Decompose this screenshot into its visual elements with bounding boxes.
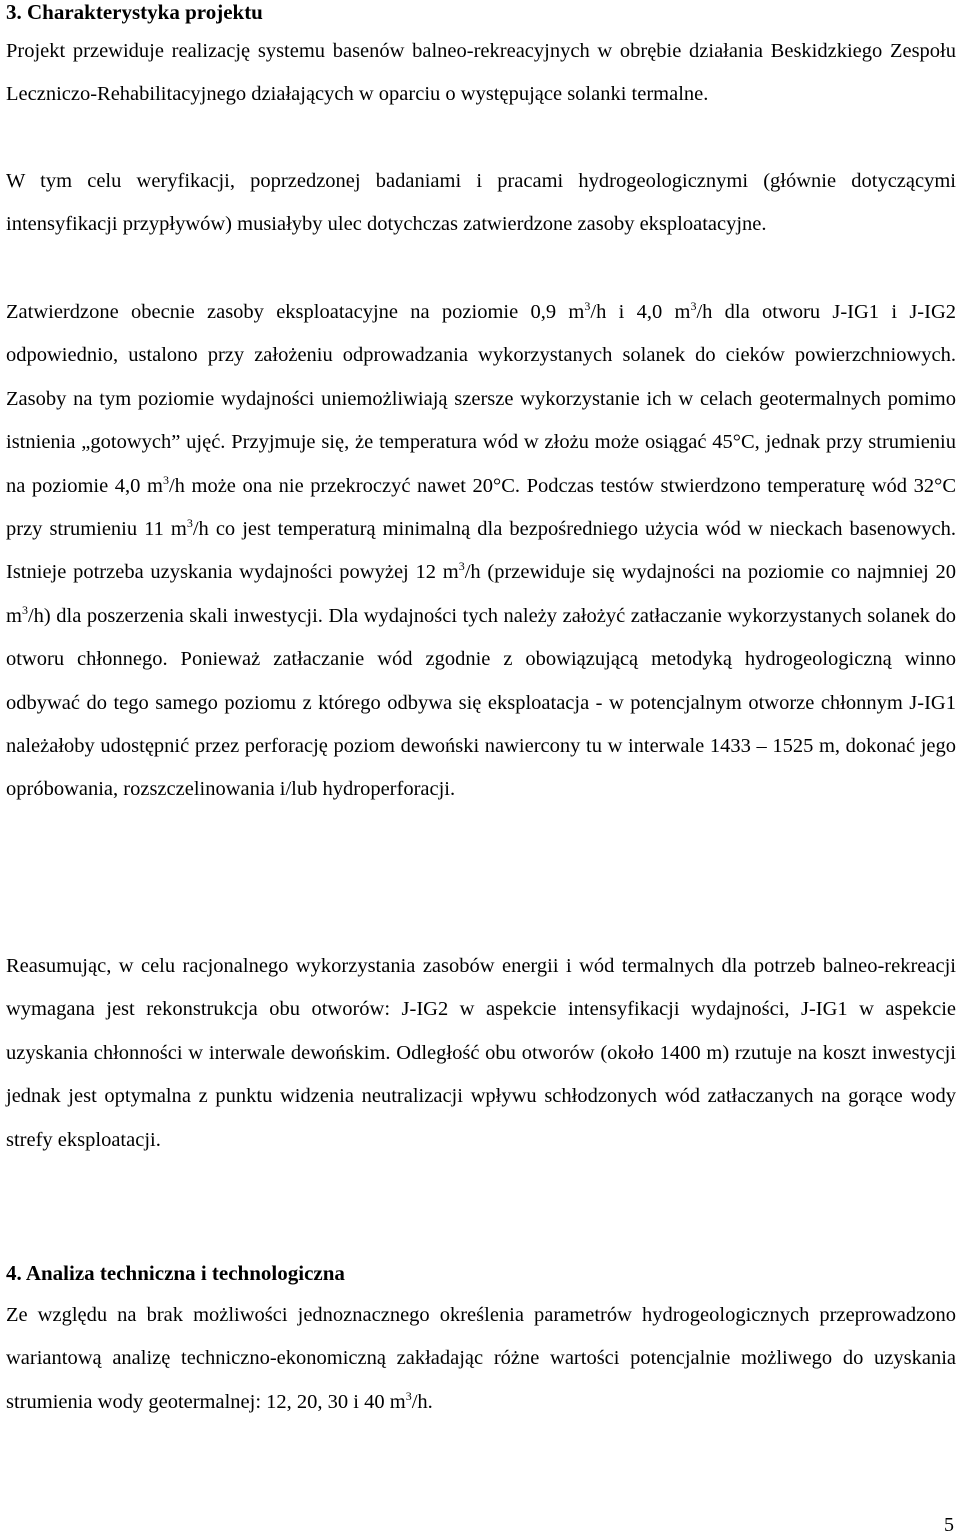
superscript: 3 [186, 516, 193, 531]
superscript: 3 [458, 559, 465, 574]
text-run: /h dla otworu J-IG1 i J-IG2 odpowiednio, ustalono przy założeniu odprowadzania wykorzystanych solanek do cieków powierzchniowych. Zasoby na tym poziomie wydajności uniemożliwiają szersze wykorzystanie ich w celach geotermalnych pomimo istnienia „gotowych” ujęć. Przyjmuje się, że temperatura wód w złożu może osiągać 45°C, jednak przy strumieniu na poziomie 4,0 m [6, 301, 957, 497]
text-run: /h. [411, 1390, 433, 1413]
text-run: /h (przewiduje się wydajności na poziomie co najmniej 20 m [6, 561, 956, 627]
text-run: Zatwierdzone obecnie zasoby eksploatacyjne na poziomie 0,9 m [6, 301, 585, 323]
section-3-paragraph-4: Reasumując, w celu racjonalnego wykorzystania zasobów energii i wód termalnych dla potrzeb balneo-rekreacji wymagana jest rekonstrukcja obu otworów: J-IG2 w aspekcie intensyfikacji wydajności, J-IG1 w aspekcie uzyskania chłonności w interwale dewońskim. Odległość obu otworów (około 1400 m) rzutuje na koszt inwestycji jednak jest optymalna z punktu widzenia neutralizacji wpływu schłodzonych wód zatłaczanych na gorące wody strefy eksploatacji. [6, 955, 956, 1151]
section-3-paragraph-3 [6, 291, 956, 812]
superscript: 3 [584, 299, 591, 313]
section-3-heading: 3. Charakterystyka projektu [6, 0, 263, 24]
text-run: /h) dla poszerzenia skali inwestycji. Dla wydajności tych należy założyć zatłaczanie wykorzystanych solanek do otworu chłonnego. Ponieważ zatłaczanie wód zgodnie z obowiązującą metodyką hydrogeologiczną winno odbywać do tego samego poziomu z którego odbywa się eksploatacja - w potencjalnym otworze chłonnym J-IG1 należałoby udostępnić przez perforację poziom dewoński nawiercony tu w interwale 1433 – 1525 m, dokonać jego opróbowania, rozszczelinowania i/lub hydroperforacji. [6, 604, 956, 801]
section-4-heading: 4. Analiza techniczna i technologiczna [6, 1261, 345, 1285]
page-number: 5 [944, 1514, 954, 1536]
superscript: 3 [162, 472, 169, 487]
section-3-paragraph-1: Projekt przewiduje realizację systemu basenów balneo-rekreacyjnych w obrębie działania Beskidzkiego Zespołu Leczniczo-Rehabilitacyjnego działających w oparciu o występujące solanki termalne. [6, 40, 956, 106]
text-run: /h co jest temperaturą minimalną dla bezpośredniego użycia wód w nieckach basenowych. Istnieje potrzeba uzyskania wydajności powyżej 12 m [6, 518, 956, 584]
section-4-paragraph-1 [6, 1294, 956, 1424]
superscript: 3 [690, 299, 697, 313]
section-3-paragraph-2: W tym celu weryfikacji, poprzedzonej badaniami i pracami hydrogeologicznymi (głównie dotyczącymi intensyfikacji przypływów) musiałyby ulec dotychczas zatwierdzone zasoby eksploatacyjne. [6, 170, 956, 236]
text-run: /h może ona nie przekroczyć nawet 20°C. Podczas testów stwierdzono temperaturę wód 32°C przy strumieniu 11 m [6, 474, 956, 541]
text-run: /h i 4,0 m [590, 301, 691, 323]
text-run: Ze względu na brak możliwości jednoznacznego określenia parametrów hydrogeologicznych przeprowadzono wariantową analizę techniczno-ekonomiczną zakładając różne wartości potencjalnie możliwego do uzyskania strumienia wody geotermalnej: 12, 20, 30 i 40 m [6, 1304, 956, 1413]
superscript: 3 [405, 1388, 412, 1403]
superscript: 3 [21, 602, 28, 617]
